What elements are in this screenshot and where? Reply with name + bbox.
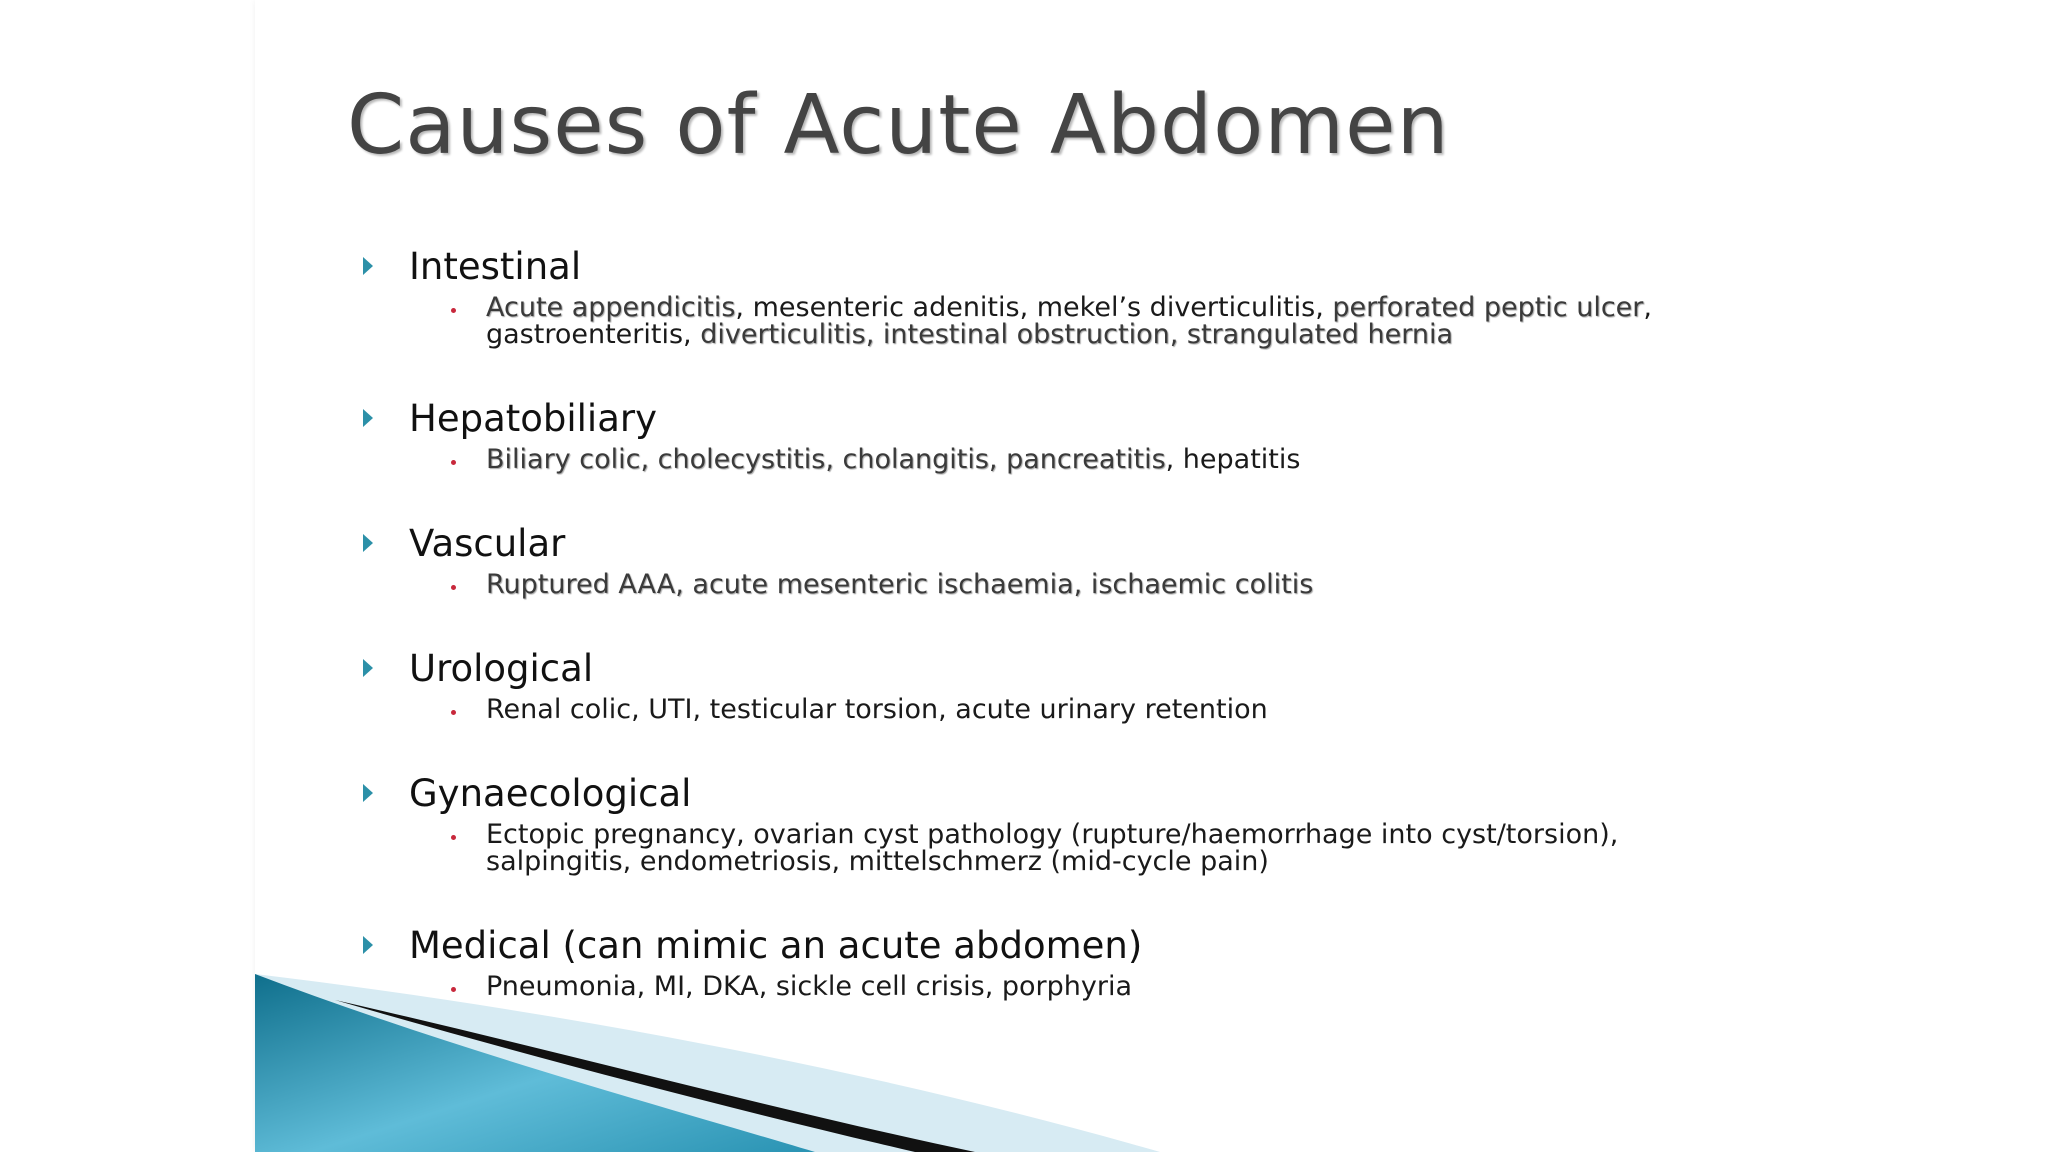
slide-title: Causes of Acute Abdomen xyxy=(347,78,1450,173)
category-label: Vascular xyxy=(409,521,566,565)
category-label: Hepatobiliary xyxy=(409,396,657,440)
emphasized-text: Biliary colic, cholecystitis, cholangitis, pancreatitis xyxy=(486,444,1166,475)
decorative-wave xyxy=(255,0,1793,1152)
category-label: Gynaecological xyxy=(409,771,692,815)
emphasized-text: Ruptured AAA, acute mesenteric ischaemia, ischaemic colitis xyxy=(486,569,1314,600)
emphasized-text: Acute appendicitis xyxy=(486,292,736,323)
plain-text: , hepatitis xyxy=(1165,444,1301,475)
category-label: Intestinal xyxy=(409,244,582,288)
plain-text: Renal colic, UTI, testicular torsion, acute urinary retention xyxy=(486,694,1268,725)
emphasized-text: diverticulitis, intestinal obstruction, strangulated hernia xyxy=(700,319,1454,350)
plain-text: , mesenteric adenitis, mekel’s diverticulitis, xyxy=(735,292,1333,323)
viewer-margin-right xyxy=(1793,0,2048,1152)
category-label: Medical (can mimic an acute abdomen) xyxy=(409,923,1143,967)
plain-text: Ectopic pregnancy, ovarian cyst pathology (rupture/haemorrhage into cyst/torsion), salpingitis, endometriosis, mittelschmerz (mid-cycle pain) xyxy=(486,819,1619,877)
viewer-margin-left xyxy=(0,0,255,1152)
plain-text: Pneumonia, MI, DKA, sickle cell crisis, porphyria xyxy=(486,971,1133,1002)
category-label: Urological xyxy=(409,646,594,690)
plain-text: , gastroenteritis, xyxy=(486,292,1652,350)
slide xyxy=(255,0,1793,1152)
emphasized-text: perforated peptic ulcer xyxy=(1332,292,1644,323)
